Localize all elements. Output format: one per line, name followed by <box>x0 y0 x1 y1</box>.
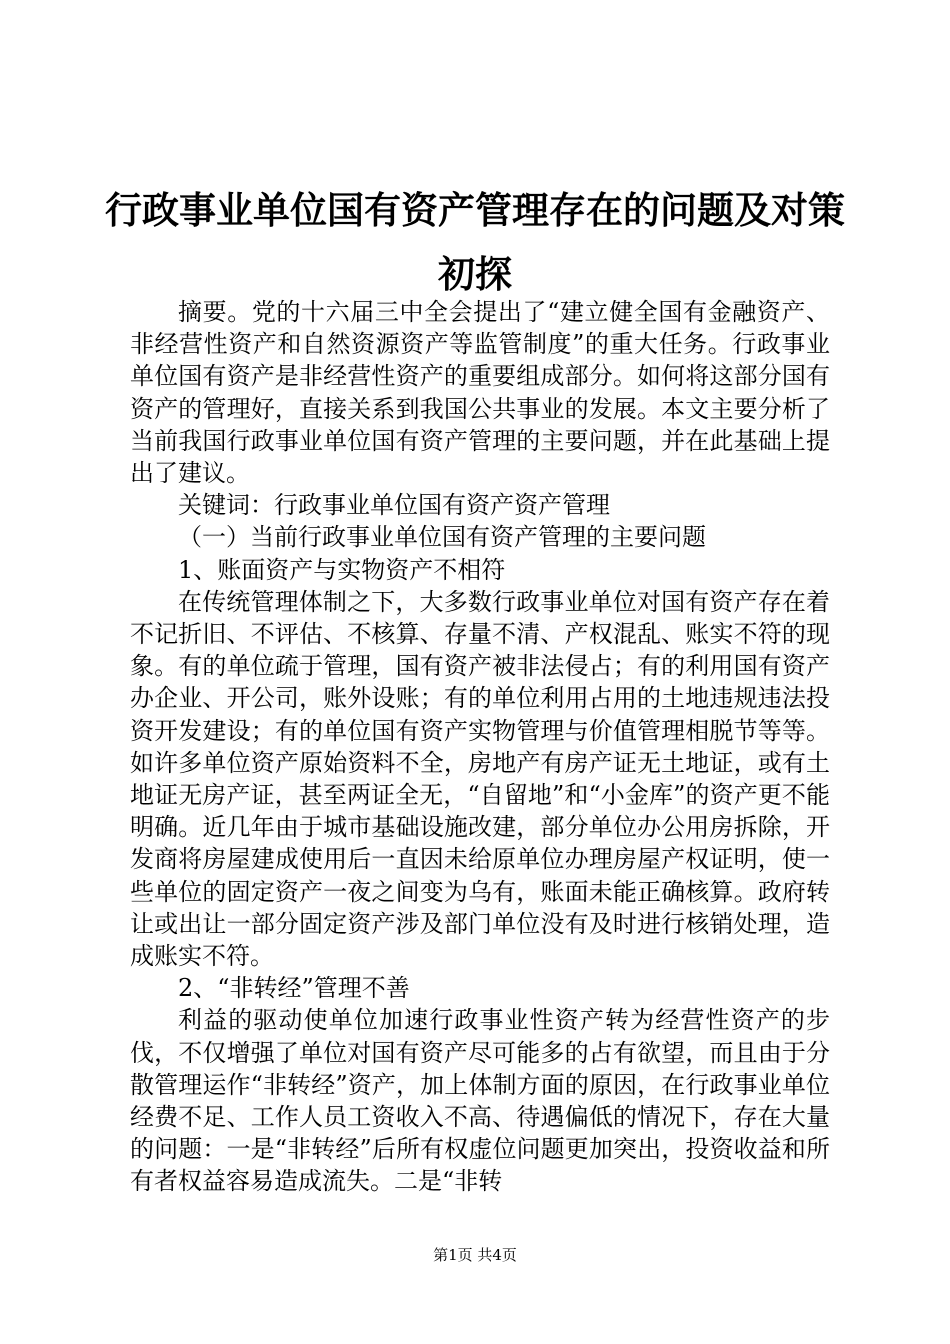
subsection-heading-2: 2、“非转经”管理不善 <box>178 974 410 1003</box>
body-paragraph-1: 在传统管理体制之下，大多数行政事业单位对国有资产存在着不记折旧、不评估、不核算、存量不清、产权混乱、账实不符的现象。有的单位疏于管理，国有资产被非法侵占；有的利用国有资产办企业、开公司，账外设账；有的单位利用占用的土地违规违法投资开发建设；有的单位国有资产实物管理与价值管理相脱节等等。如许多单位资产原始资料不全，房地产有房产证无土地证，或有土地证无房产证，甚至两证全无，“自留地”和“小金库”的资产更不能明确。近几年由于城市基础设施改建，部分单位办公用房拆除，开发商将房屋建成使用后一直因未给原单位办理房屋产权证明，使一些单位的固定资产一夜之间变为乌有，账面未能正确核算。政府转让或出让一部分固定资产涉及部门单位没有及时进行核销处理，造成账实不符。 <box>130 587 830 971</box>
page-footer: 第1页 共4页 <box>433 1246 517 1264</box>
section-heading: （一）当前行政事业单位国有资产管理的主要问题 <box>178 523 706 552</box>
document-body <box>130 296 830 1198</box>
subsection-heading-1: 1、账面资产与实物资产不相符 <box>178 555 506 584</box>
abstract-paragraph: 摘要。党的十六届三中全会提出了“建立健全国有金融资产、非经营性资产和自然资源资产等监管制度”的重大任务。行政事业单位国有资产是非经营性资产的重要组成部分。如何将这部分国有资产的管理好，直接关系到我国公共事业的发展。本文主要分析了当前我国行政事业单位国有资产管理的主要问题，并在此基础上提出了建议。 <box>130 298 830 488</box>
document-title: 行政事业单位国有资产管理存在的问题及对策初探 <box>105 188 845 296</box>
keywords-paragraph: 关键词：行政事业单位国有资产资产管理 <box>178 491 610 520</box>
body-paragraph-2: 利益的驱动使单位加速行政事业性资产转为经营性资产的步伐，不仅增强了单位对国有资产尽可能多的占有欲望，而且由于分散管理运作“非转经”资产，加上体制方面的原因，在行政事业单位经费不足、工作人员工资收入不高、待遇偏低的情况下，存在大量的问题：一是“非转经”后所有权虚位问题更加突出，投资收益和所有者权益容易造成流失。二是“非转 <box>130 1006 830 1196</box>
